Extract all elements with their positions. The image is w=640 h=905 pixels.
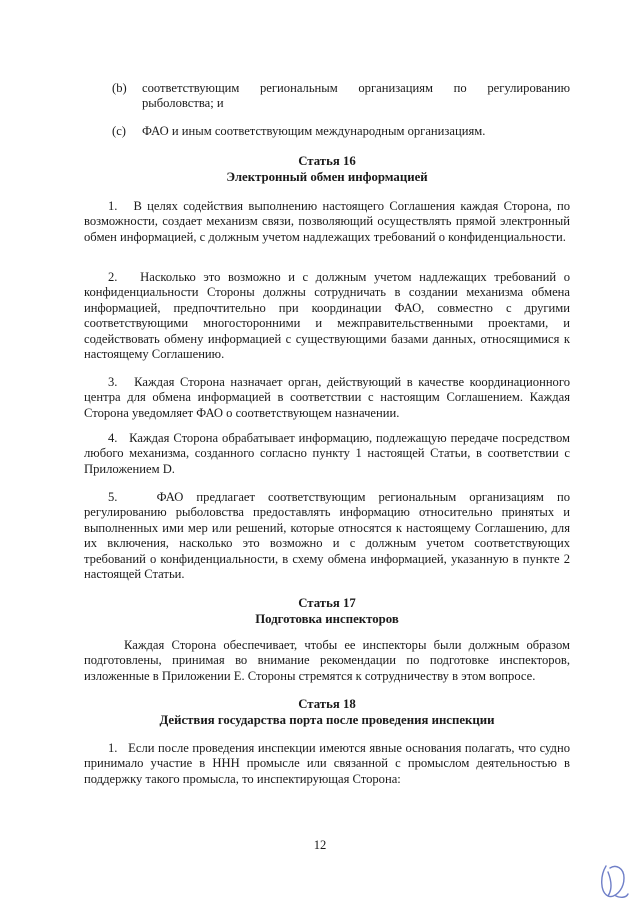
article-number: Статья 17 xyxy=(298,596,356,610)
paragraph: 2. Насколько это возможно и с должным учетом надлежащих требований о конфиденциальности Стороны должны сотрудничать в создании механизма обмена информацией, предпочтительно при координации ФАО, совместно с другими соответствующими многосторонними и межправительственными проектами, и содействовать обмену информацией с существующими базами данных, относящимися к настоящему Соглашению. xyxy=(84,270,570,362)
list-marker: (b) xyxy=(112,81,127,95)
list-item-text: соответствующим региональным организациям по регулированию рыболовства; и xyxy=(142,81,570,110)
paragraph: 1. В целях содействия выполнению настоящего Соглашения каждая Сторона, по возможности, создает механизм связи, позволяющий осуществлять прямой электронный обмен информацией, с должным учетом надлежащих требований о конфиденциальности. xyxy=(84,199,570,244)
paragraph: 3. Каждая Сторона назначает орган, действующий в качестве координационного центра для обмена информацией в соответствии с настоящим Соглашением. Каждая Сторона уведомляет ФАО о соответствующем назначении. xyxy=(84,375,570,420)
list-item xyxy=(84,124,570,140)
article-title: Действия государства порта после проведения инспекции xyxy=(159,713,495,727)
list-marker: (c) xyxy=(112,124,126,138)
paragraph: 4. Каждая Сторона обрабатывает информацию, подлежащую передаче посредством любого механизма, созданного согласно пункту 1 настоящей Статьи, в соответствии с Приложением D. xyxy=(84,431,570,476)
page-number: 12 xyxy=(313,838,327,852)
list-item-text: ФАО и иным соответствующим международным организациям. xyxy=(142,124,486,138)
paragraph: Каждая Сторона обеспечивает, чтобы ее инспекторы были должным образом подготовлены, принимая во внимание рекомендации по подготовке инспекторов, изложенные в Приложении E. Стороны стремятся к сотрудничеству в этом вопросе. xyxy=(84,638,570,683)
article-title: Подготовка инспекторов xyxy=(255,612,399,626)
handwritten-signature xyxy=(594,858,632,902)
article-title: Электронный обмен информацией xyxy=(226,170,428,184)
article-number: Статья 16 xyxy=(298,154,356,168)
paragraph: 1. Если после проведения инспекции имеются явные основания полагать, что судно принимало участие в ННН промысле или связанной с промыслом деятельностью в поддержку такого промысла, то инспектирующая Сторона: xyxy=(84,741,570,786)
article-number: Статья 18 xyxy=(298,697,356,711)
list-item xyxy=(84,81,570,113)
paragraph: 5. ФАО предлагает соответствующим региональным организациям по регулированию рыболовства предоставлять информацию относительно принятых и выполненных ими мер или решений, которые относятся к настоящему Соглашению, для их включения, насколько это возможно и с должным учетом соответствующих требований о конфиденциальности, в схему обмена информацией, указанную в пункте 2 настоящей Статьи. xyxy=(84,490,570,582)
